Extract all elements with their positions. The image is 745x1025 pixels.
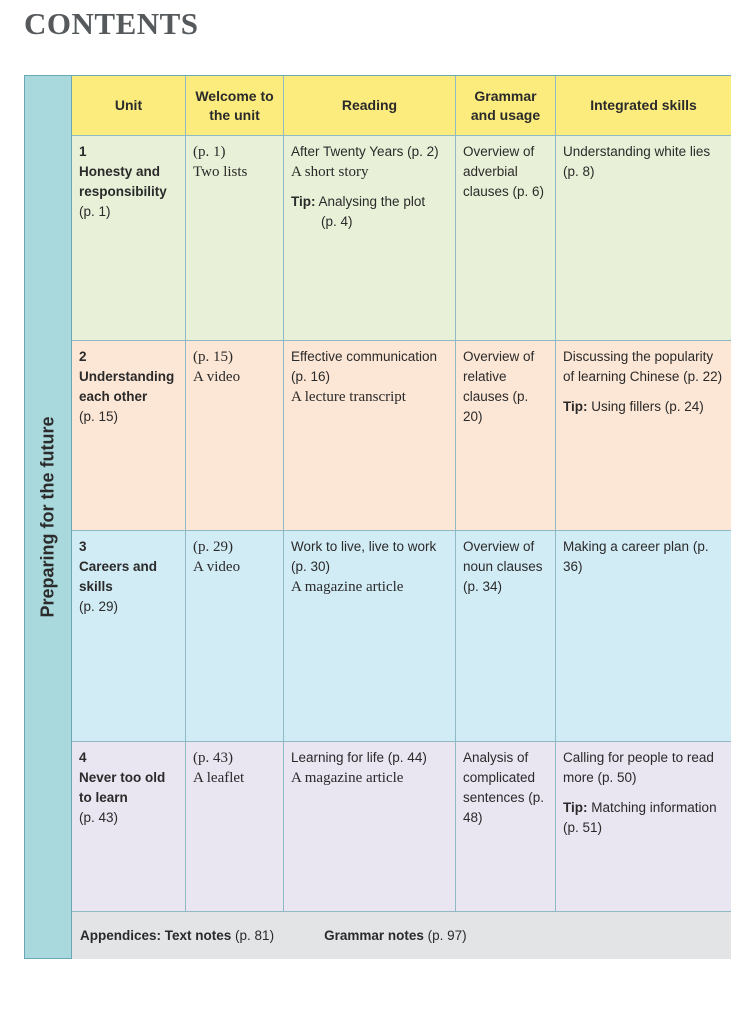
- unit-number: 3: [79, 539, 87, 554]
- unit-cell: [72, 742, 186, 911]
- welcome-type: Two lists: [193, 164, 248, 180]
- skills-cell: [556, 341, 731, 530]
- unit-page: (p. 43): [79, 810, 119, 825]
- grammar-notes-page: (p. 97): [427, 928, 467, 943]
- table-header: [72, 75, 731, 136]
- tip-label: Tip:: [291, 194, 316, 209]
- tip-text: Analysing the plot: [318, 194, 426, 209]
- skills-tip: [563, 397, 724, 417]
- unit-number: 4: [79, 750, 87, 765]
- page-title: CONTENTS: [24, 6, 199, 41]
- grammar-cell: Overview of relative clauses (p. 20): [456, 341, 556, 530]
- grammar-cell: Overview of noun clauses (p. 34): [456, 531, 556, 741]
- tip-text: Matching information (p. 51): [563, 800, 717, 835]
- appendices-page: (p. 81): [235, 928, 275, 943]
- reading-tip: [291, 192, 448, 232]
- tip-page: (p. 4): [321, 214, 353, 229]
- unit-number: 1: [79, 144, 87, 159]
- unit-row-3: [72, 531, 731, 742]
- tip-label: Tip:: [563, 800, 588, 815]
- welcome-page: (p. 43): [193, 750, 233, 766]
- tip-label: Tip:: [563, 399, 588, 414]
- header-grammar: Grammar and usage: [456, 76, 556, 135]
- unit-row-1: [72, 136, 731, 341]
- unit-title: Honesty and responsibility: [79, 164, 167, 199]
- reading-cell: [284, 341, 456, 530]
- welcome-type: A video: [193, 369, 241, 385]
- unit-row-2: [72, 341, 731, 531]
- reading-cell: [284, 136, 456, 340]
- unit-cell: [72, 341, 186, 530]
- unit-page: (p. 29): [79, 599, 119, 614]
- header-skills: Integrated skills: [590, 97, 697, 113]
- reading-type: A magazine article: [291, 579, 404, 595]
- unit-title: Careers and skills: [79, 559, 158, 594]
- reading-title: Effective communication (p. 16): [291, 349, 438, 384]
- header-reading: Reading: [284, 76, 456, 135]
- appendices-label: Appendices: Text notes: [80, 928, 232, 943]
- skills-text: Calling for people to read more (p. 50): [563, 750, 714, 785]
- appendices-row: [72, 912, 731, 959]
- unit-page: (p. 1): [79, 204, 111, 219]
- grammar-notes-label: Grammar notes: [324, 928, 424, 943]
- reading-type: A lecture transcript: [291, 389, 406, 405]
- reading-title: Learning for life (p. 44): [291, 750, 427, 765]
- unit-title: Never too old to learn: [79, 770, 166, 805]
- reading-type: A short story: [291, 164, 369, 180]
- header-unit: Unit: [72, 76, 186, 135]
- unit-cell: [72, 531, 186, 741]
- skills-cell: [556, 742, 731, 911]
- unit-number: 2: [79, 349, 87, 364]
- skills-text: Discussing the popularity of learning Chinese (p. 22): [563, 349, 723, 384]
- skills-tip: [563, 798, 724, 838]
- welcome-cell: [186, 341, 284, 530]
- tip-text: Using fillers (p. 24): [591, 399, 704, 414]
- grammar-cell: Overview of adverbial clauses (p. 6): [456, 136, 556, 340]
- side-band: [24, 75, 72, 959]
- welcome-page: (p. 15): [193, 349, 233, 365]
- reading-cell: [284, 742, 456, 911]
- welcome-cell: [186, 742, 284, 911]
- welcome-page: (p. 1): [193, 144, 226, 160]
- welcome-cell: [186, 531, 284, 741]
- reading-type: A magazine article: [291, 770, 404, 786]
- unit-row-4: [72, 742, 731, 912]
- skills-cell: Making a career plan (p. 36): [563, 539, 709, 574]
- welcome-type: A leaflet: [193, 770, 245, 786]
- reading-title: After Twenty Years (p. 2): [291, 144, 439, 159]
- unit-title: Understanding each other: [79, 369, 175, 404]
- welcome-page: (p. 29): [193, 539, 233, 555]
- grammar-cell: Analysis of complicated sentences (p. 48): [456, 742, 556, 911]
- welcome-cell: [186, 136, 284, 340]
- reading-cell: [284, 531, 456, 741]
- unit-cell: [72, 136, 186, 340]
- welcome-type: A video: [193, 559, 241, 575]
- header-welcome: Welcome to the unit: [186, 76, 284, 135]
- contents-table: [72, 75, 731, 959]
- reading-title: Work to live, live to work (p. 30): [291, 539, 437, 574]
- side-label: Preparing for the future: [37, 416, 58, 618]
- unit-page: (p. 15): [79, 409, 119, 424]
- skills-cell: Understanding white lies (p. 8): [563, 144, 711, 179]
